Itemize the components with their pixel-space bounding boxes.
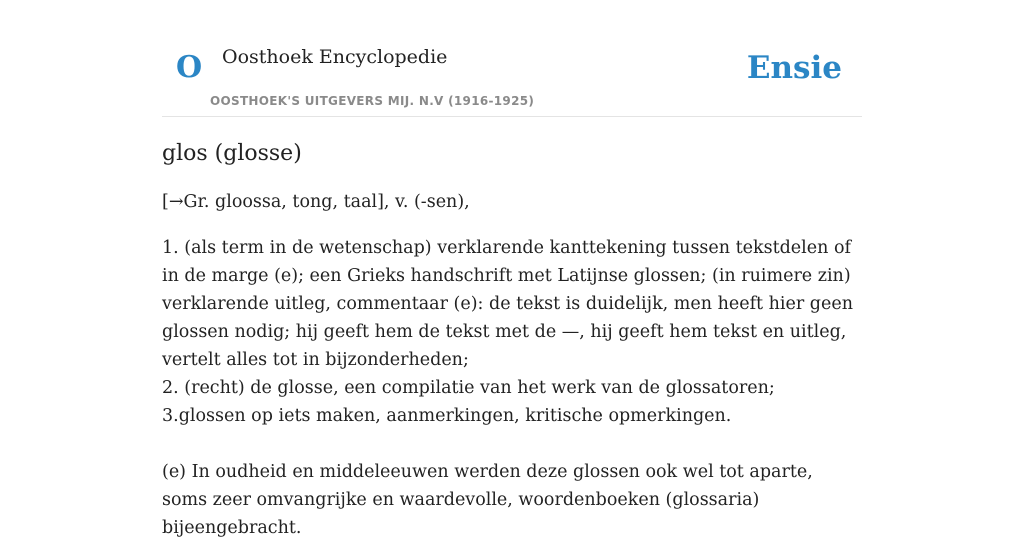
entry-content — [162, 136, 862, 542]
entry-note: (e) In oudheid en middeleeuwen werden deze glossen ook wel tot aparte, soms zeer omvangrijke en waardevolle, woordenboeken (glossaria) bijeengebracht. — [162, 462, 813, 538]
source-title-link[interactable]: Oosthoek Encyclopedie — [222, 46, 448, 68]
ensie-logo-link[interactable]: Ensie — [746, 50, 842, 86]
entry-etymology: [→Gr. gloossa, tong, taal], v. (-sen), — [162, 192, 470, 212]
entry-definitions — [162, 234, 862, 430]
source-logo-icon[interactable]: O — [176, 50, 203, 85]
definition-item: 1. (als term in de wetenschap) verklarende kanttekening tussen tekstdelen of in de marge (e); een Grieks handschrift met Latijnse glossen; (in ruimere zin) verklarende uitleg, commentaar (e): de tekst is duidelijk, men heeft hier geen glossen nodig; hij geeft hem de tekst met de —, hij geeft hem tekst en uitleg, vertelt alles tot in bijzonderheden; — [162, 238, 853, 370]
definition-item: 2. (recht) de glosse, een compilatie van het werk van de glossatoren; — [162, 378, 775, 398]
entry-headword: glos (glosse) — [162, 141, 302, 166]
publisher-label: OOSTHOEK'S UITGEVERS MIJ. N.V (1916-1925) — [210, 94, 535, 108]
definition-item: 3.glossen op iets maken, aanmerkingen, kritische opmerkingen. — [162, 406, 732, 426]
source-header — [162, 0, 862, 117]
